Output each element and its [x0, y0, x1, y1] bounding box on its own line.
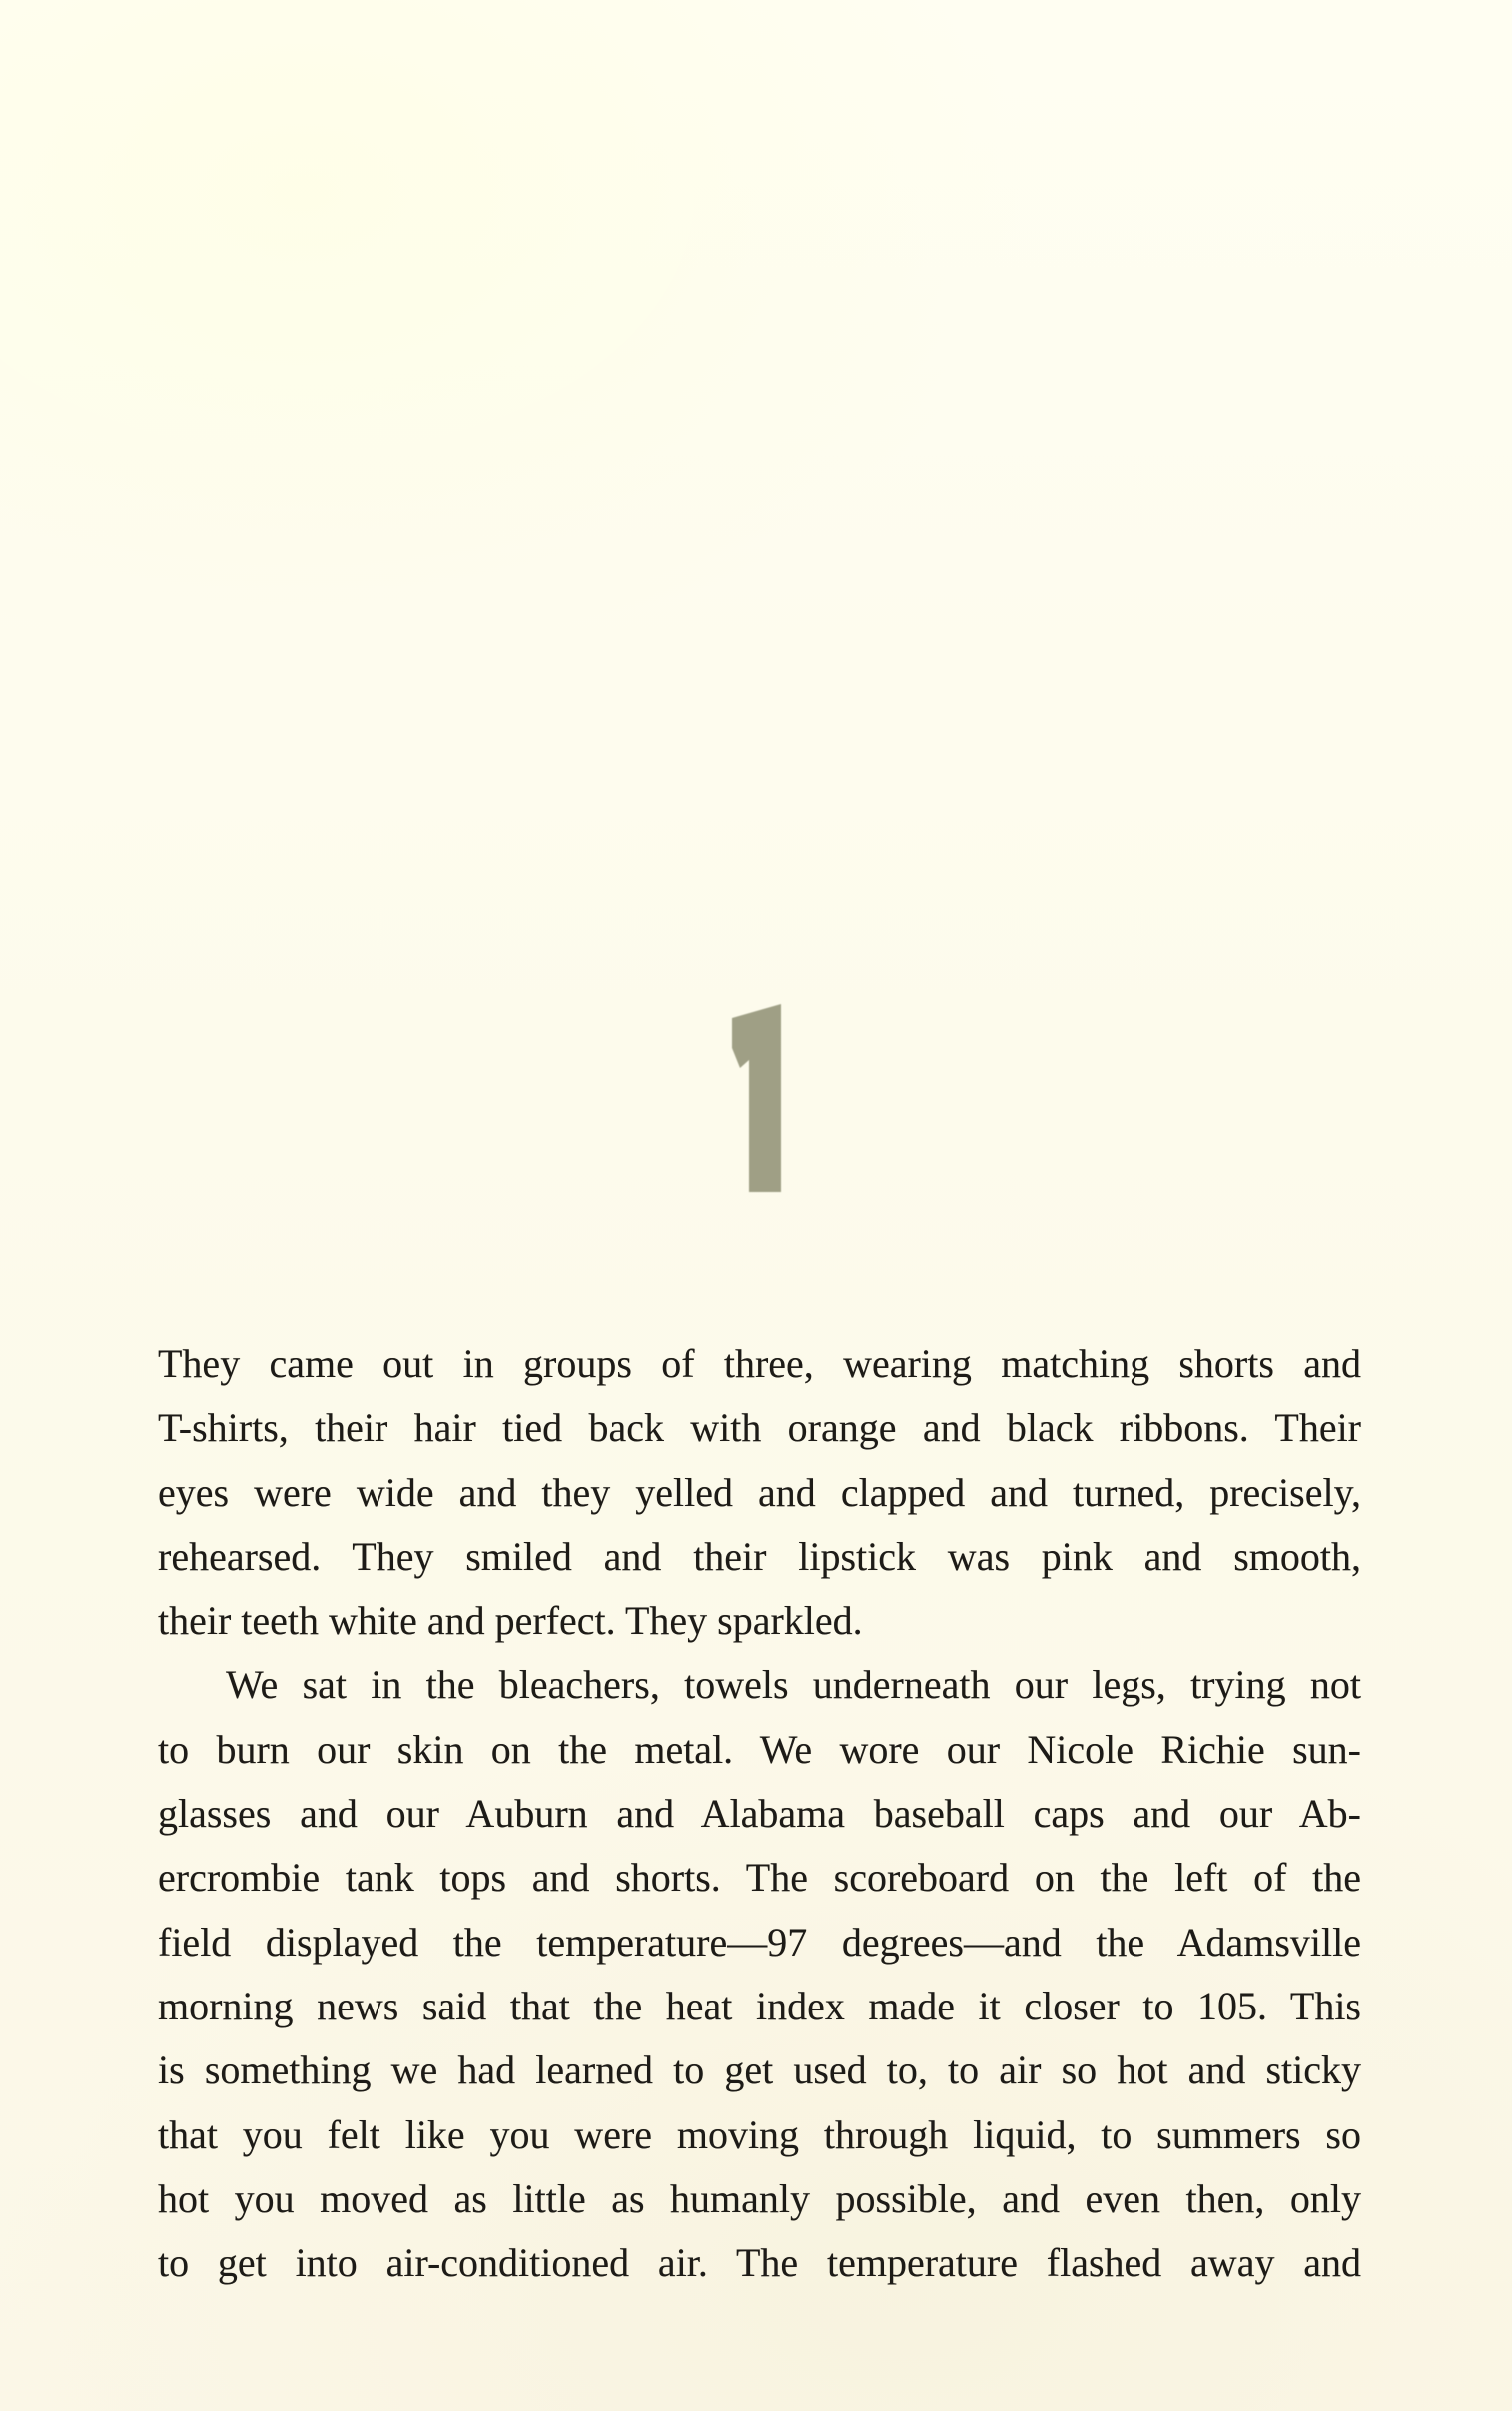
- text-line: ercrombie tank tops and shorts. The scoreboard on the left of the: [158, 1855, 1361, 1901]
- chapter-number-glyph: [732, 1004, 781, 1192]
- text-line: morning news said that the heat index made it closer to 105. This: [158, 1983, 1361, 2028]
- text-line: that you felt like you were moving through liquid, to summers so: [158, 2111, 1361, 2157]
- numeral-one-shape: [732, 1004, 781, 1192]
- text-line: hot you moved as little as humanly possible, and even then, only: [158, 2175, 1361, 2221]
- text-line: glasses and our Auburn and Alabama baseball caps and our Ab-: [158, 1791, 1361, 1837]
- text-line: T-shirts, their hair tied back with orange and black ribbons. Their: [158, 1405, 1361, 1451]
- text-line: rehearsed. They smiled and their lipstick was pink and smooth,: [158, 1533, 1361, 1579]
- chapter-number-heading: [732, 1004, 781, 1192]
- text-line: to get into air-conditioned air. The temperature flashed away and: [158, 2240, 1361, 2286]
- text-line: to burn our skin on the metal. We wore our Nicole Richie sun-: [158, 1726, 1361, 1772]
- text-line: their teeth white and perfect. They sparkled.: [158, 1598, 863, 1644]
- body-text: [158, 1332, 1361, 2295]
- text-line: We sat in the bleachers, towels underneath our legs, trying not: [226, 1662, 1361, 1708]
- text-line: is something we had learned to get used to, to air so hot and sticky: [158, 2047, 1361, 2093]
- text-line: They came out in groups of three, wearing matching shorts and: [158, 1341, 1361, 1386]
- text-line: field displayed the temperature—97 degrees—and the Adamsville: [158, 1919, 1361, 1965]
- text-line: eyes were wide and they yelled and clapped and turned, precisely,: [158, 1469, 1361, 1515]
